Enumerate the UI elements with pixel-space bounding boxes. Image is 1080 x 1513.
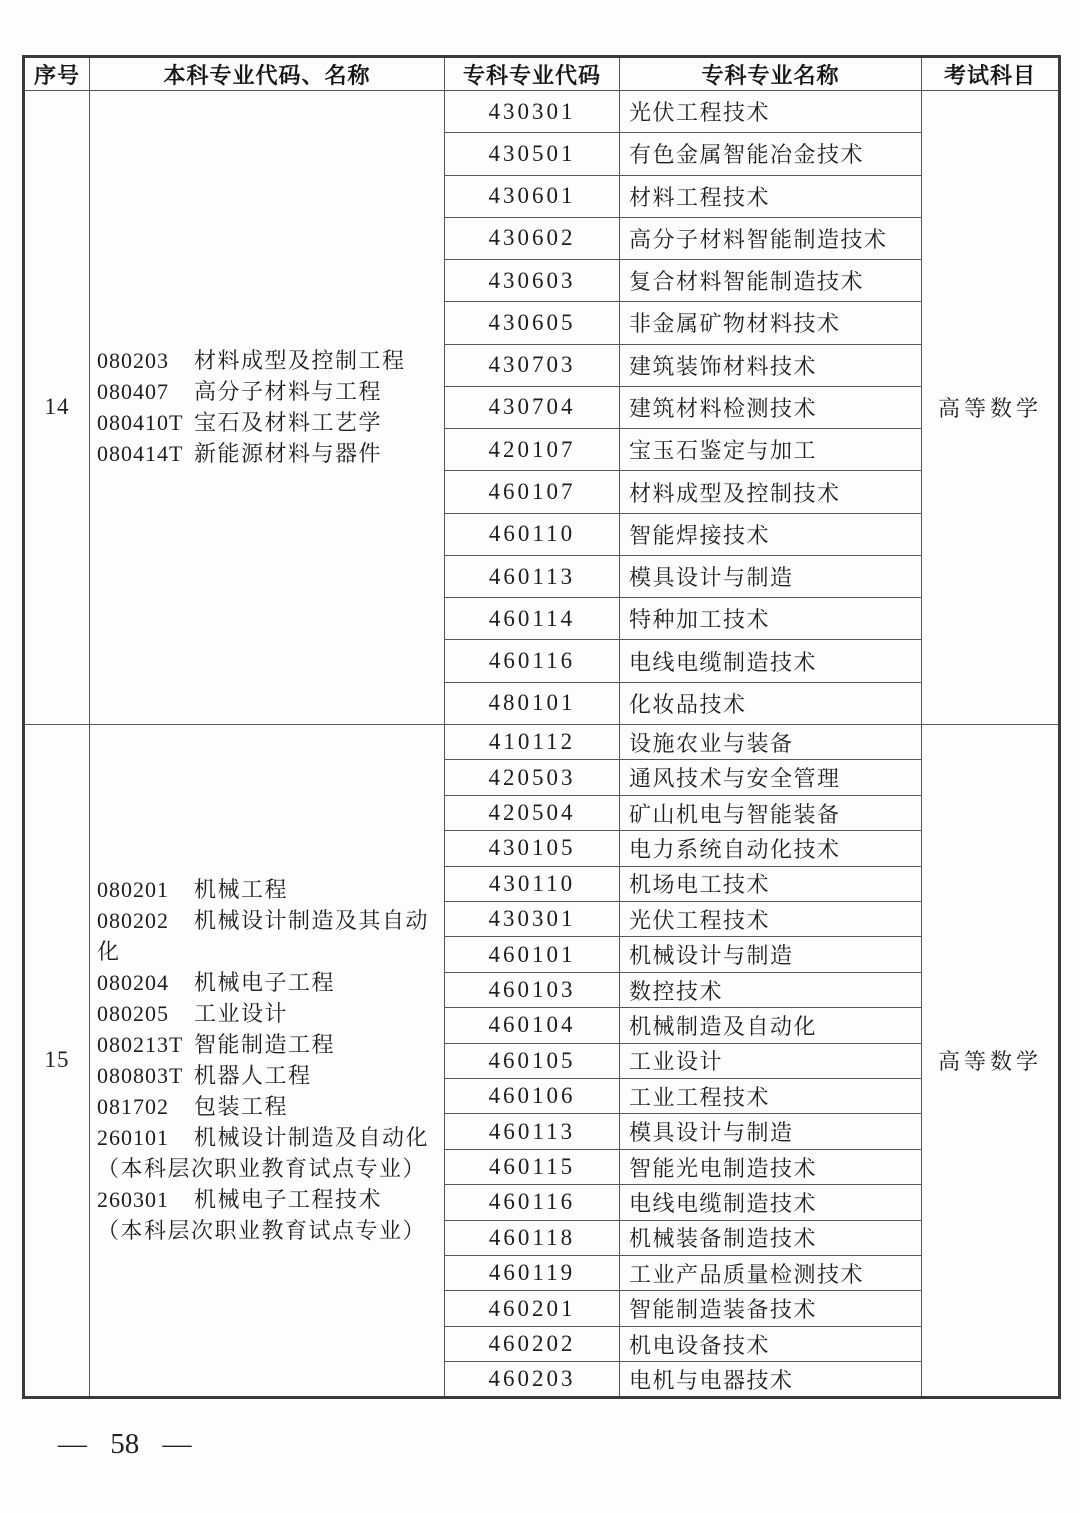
college-major-code-cell: 460105 xyxy=(445,1043,620,1078)
college-major-name-cell: 设施农业与装备 xyxy=(620,724,922,759)
undergrad-major-name: 机械设计制造及自动化 xyxy=(194,1125,430,1151)
college-major-name-cell: 材料工程技术 xyxy=(620,175,922,217)
exam-subject-cell: 高等数学 xyxy=(922,724,1060,1397)
undergrad-major-line xyxy=(97,1122,440,1153)
page-footer xyxy=(58,1428,192,1461)
college-major-name-cell: 电线电缆制造技术 xyxy=(620,640,922,682)
undergrad-major-name: 机械电子工程 xyxy=(194,970,336,996)
undergrad-major-line xyxy=(97,905,440,967)
undergrad-major-name: （本科层次职业教育试点专业） xyxy=(97,1218,427,1244)
college-major-code-cell: 460103 xyxy=(445,972,620,1007)
header-exam-subject: 考试科目 xyxy=(922,57,1060,91)
undergrad-major-line xyxy=(97,407,440,438)
college-major-code-cell: 430703 xyxy=(445,344,620,386)
undergrad-major-name: 新能源材料与器件 xyxy=(194,441,383,467)
college-major-name-cell: 数控技术 xyxy=(620,972,922,1007)
college-major-code-cell: 420504 xyxy=(445,795,620,830)
undergrad-major-name: 宝石及材料工艺学 xyxy=(194,410,383,436)
college-major-name-cell: 机械制造及自动化 xyxy=(620,1008,922,1043)
undergrad-major-line xyxy=(97,1029,440,1060)
college-major-code-cell: 430501 xyxy=(445,133,620,175)
undergrad-major-line xyxy=(97,874,440,905)
college-major-name-cell: 光伏工程技术 xyxy=(620,902,922,937)
college-major-name-cell: 光伏工程技术 xyxy=(620,91,922,133)
undergrad-major-code: 080414T xyxy=(97,441,184,467)
row-seq-cell: 15 xyxy=(24,724,90,1397)
undergrad-major-code: 080203 xyxy=(97,348,169,374)
college-major-name-cell: 模具设计与制造 xyxy=(620,555,922,597)
college-major-name-cell: 宝玉石鉴定与加工 xyxy=(620,429,922,471)
undergrad-majors-cell xyxy=(90,91,445,725)
undergrad-major-line xyxy=(97,1091,440,1122)
college-major-code-cell: 460203 xyxy=(445,1362,620,1397)
undergrad-major-code: 080803T xyxy=(97,1063,184,1089)
undergrad-major-code: 080410T xyxy=(97,410,184,436)
college-major-code-cell: 460113 xyxy=(445,1114,620,1149)
college-major-name-cell: 机械设计与制造 xyxy=(620,937,922,972)
college-major-code-cell: 430704 xyxy=(445,386,620,428)
college-major-code-cell: 460201 xyxy=(445,1291,620,1326)
table-row xyxy=(24,724,1060,759)
college-major-code-cell: 460107 xyxy=(445,471,620,513)
undergrad-major-code: 080205 xyxy=(97,1001,169,1027)
undergrad-major-name: （本科层次职业教育试点专业） xyxy=(97,1156,427,1182)
college-major-name-cell: 高分子材料智能制造技术 xyxy=(620,217,922,259)
college-major-code-cell: 420107 xyxy=(445,429,620,471)
college-major-name-cell: 工业设计 xyxy=(620,1043,922,1078)
college-major-name-cell: 工业产品质量检测技术 xyxy=(620,1256,922,1291)
college-major-name-cell: 智能焊接技术 xyxy=(620,513,922,555)
college-major-code-cell: 460116 xyxy=(445,1185,620,1220)
college-major-name-cell: 电线电缆制造技术 xyxy=(620,1185,922,1220)
college-major-code-cell: 460116 xyxy=(445,640,620,682)
college-major-name-cell: 电机与电器技术 xyxy=(620,1362,922,1397)
undergrad-major-code: 080201 xyxy=(97,877,169,903)
undergrad-major-line xyxy=(97,1215,440,1246)
college-major-code-cell: 460202 xyxy=(445,1326,620,1361)
header-seq: 序号 xyxy=(24,57,90,91)
undergrad-major-line xyxy=(97,438,440,469)
undergrad-major-name: 工业设计 xyxy=(194,1001,289,1027)
undergrad-major-name: 机械工程 xyxy=(194,877,289,903)
college-major-name-cell: 通风技术与安全管理 xyxy=(620,760,922,795)
undergrad-major-name: 包装工程 xyxy=(194,1094,289,1120)
college-major-code-cell: 460113 xyxy=(445,555,620,597)
college-major-code-cell: 460115 xyxy=(445,1149,620,1184)
undergrad-major-line xyxy=(97,345,440,376)
page-number: — 58 — xyxy=(58,1428,192,1460)
undergrad-major-name: 智能制造工程 xyxy=(194,1032,336,1058)
college-major-code-cell: 430301 xyxy=(445,91,620,133)
college-major-name-cell: 复合材料智能制造技术 xyxy=(620,260,922,302)
college-major-name-cell: 建筑装饰材料技术 xyxy=(620,344,922,386)
undergrad-major-line xyxy=(97,376,440,407)
header-college-name: 专科专业名称 xyxy=(620,57,922,91)
undergrad-major-line xyxy=(97,1184,440,1215)
college-major-code-cell: 430603 xyxy=(445,260,620,302)
undergrad-major-code: 081702 xyxy=(97,1094,169,1120)
college-major-name-cell: 建筑材料检测技术 xyxy=(620,386,922,428)
college-major-name-cell: 智能光电制造技术 xyxy=(620,1149,922,1184)
undergrad-major-code: 080204 xyxy=(97,970,169,996)
college-major-name-cell: 机械装备制造技术 xyxy=(620,1220,922,1255)
college-major-name-cell: 模具设计与制造 xyxy=(620,1114,922,1149)
college-major-name-cell: 有色金属智能冶金技术 xyxy=(620,133,922,175)
college-major-code-cell: 430105 xyxy=(445,831,620,866)
college-major-code-cell: 460101 xyxy=(445,937,620,972)
undergrad-major-line xyxy=(97,998,440,1029)
college-major-code-cell: 410112 xyxy=(445,724,620,759)
college-major-code-cell: 430605 xyxy=(445,302,620,344)
undergrad-major-line xyxy=(97,1060,440,1091)
undergrad-major-line xyxy=(97,967,440,998)
college-major-code-cell: 460104 xyxy=(445,1008,620,1043)
undergrad-major-code: 260101 xyxy=(97,1125,169,1151)
table-row xyxy=(24,91,1060,133)
college-major-code-cell: 460119 xyxy=(445,1256,620,1291)
table-header-row xyxy=(24,57,1060,91)
undergrad-majors-cell xyxy=(90,724,445,1397)
college-major-code-cell: 430602 xyxy=(445,217,620,259)
row-seq-cell: 14 xyxy=(24,91,90,725)
college-major-name-cell: 材料成型及控制技术 xyxy=(620,471,922,513)
college-major-name-cell: 矿山机电与智能装备 xyxy=(620,795,922,830)
undergrad-major-name: 机器人工程 xyxy=(194,1063,312,1089)
college-major-code-cell: 460110 xyxy=(445,513,620,555)
college-major-name-cell: 机场电工技术 xyxy=(620,866,922,901)
college-major-code-cell: 460106 xyxy=(445,1079,620,1114)
undergrad-major-code: 080407 xyxy=(97,379,169,405)
undergrad-major-name: 机械电子工程技术 xyxy=(194,1187,383,1213)
undergrad-major-name: 机械设计制造及其自动化 xyxy=(97,908,430,965)
college-major-code-cell: 420503 xyxy=(445,760,620,795)
college-major-code-cell: 430601 xyxy=(445,175,620,217)
college-major-name-cell: 智能制造装备技术 xyxy=(620,1291,922,1326)
college-major-code-cell: 480101 xyxy=(445,682,620,724)
college-major-code-cell: 430110 xyxy=(445,866,620,901)
college-major-code-cell: 460114 xyxy=(445,598,620,640)
major-mapping-table xyxy=(22,55,1061,1399)
table-header xyxy=(24,57,1060,91)
undergrad-major-code: 260301 xyxy=(97,1187,169,1213)
undergrad-major-code: 080202 xyxy=(97,908,169,934)
college-major-name-cell: 化妆品技术 xyxy=(620,682,922,724)
college-major-name-cell: 机电设备技术 xyxy=(620,1326,922,1361)
college-major-code-cell: 430301 xyxy=(445,902,620,937)
undergrad-major-name: 高分子材料与工程 xyxy=(194,379,383,405)
undergrad-major-name: 材料成型及控制工程 xyxy=(194,348,406,374)
college-major-name-cell: 特种加工技术 xyxy=(620,598,922,640)
exam-subject-cell: 高等数学 xyxy=(922,91,1060,725)
header-college-code: 专科专业代码 xyxy=(445,57,620,91)
undergrad-major-code: 080213T xyxy=(97,1032,184,1058)
major-table-body xyxy=(24,91,1060,1398)
college-major-code-cell: 460118 xyxy=(445,1220,620,1255)
undergrad-major-line xyxy=(97,1153,440,1184)
college-major-name-cell: 非金属矿物材料技术 xyxy=(620,302,922,344)
header-undergrad: 本科专业代码、名称 xyxy=(90,57,445,91)
college-major-name-cell: 电力系统自动化技术 xyxy=(620,831,922,866)
college-major-name-cell: 工业工程技术 xyxy=(620,1079,922,1114)
